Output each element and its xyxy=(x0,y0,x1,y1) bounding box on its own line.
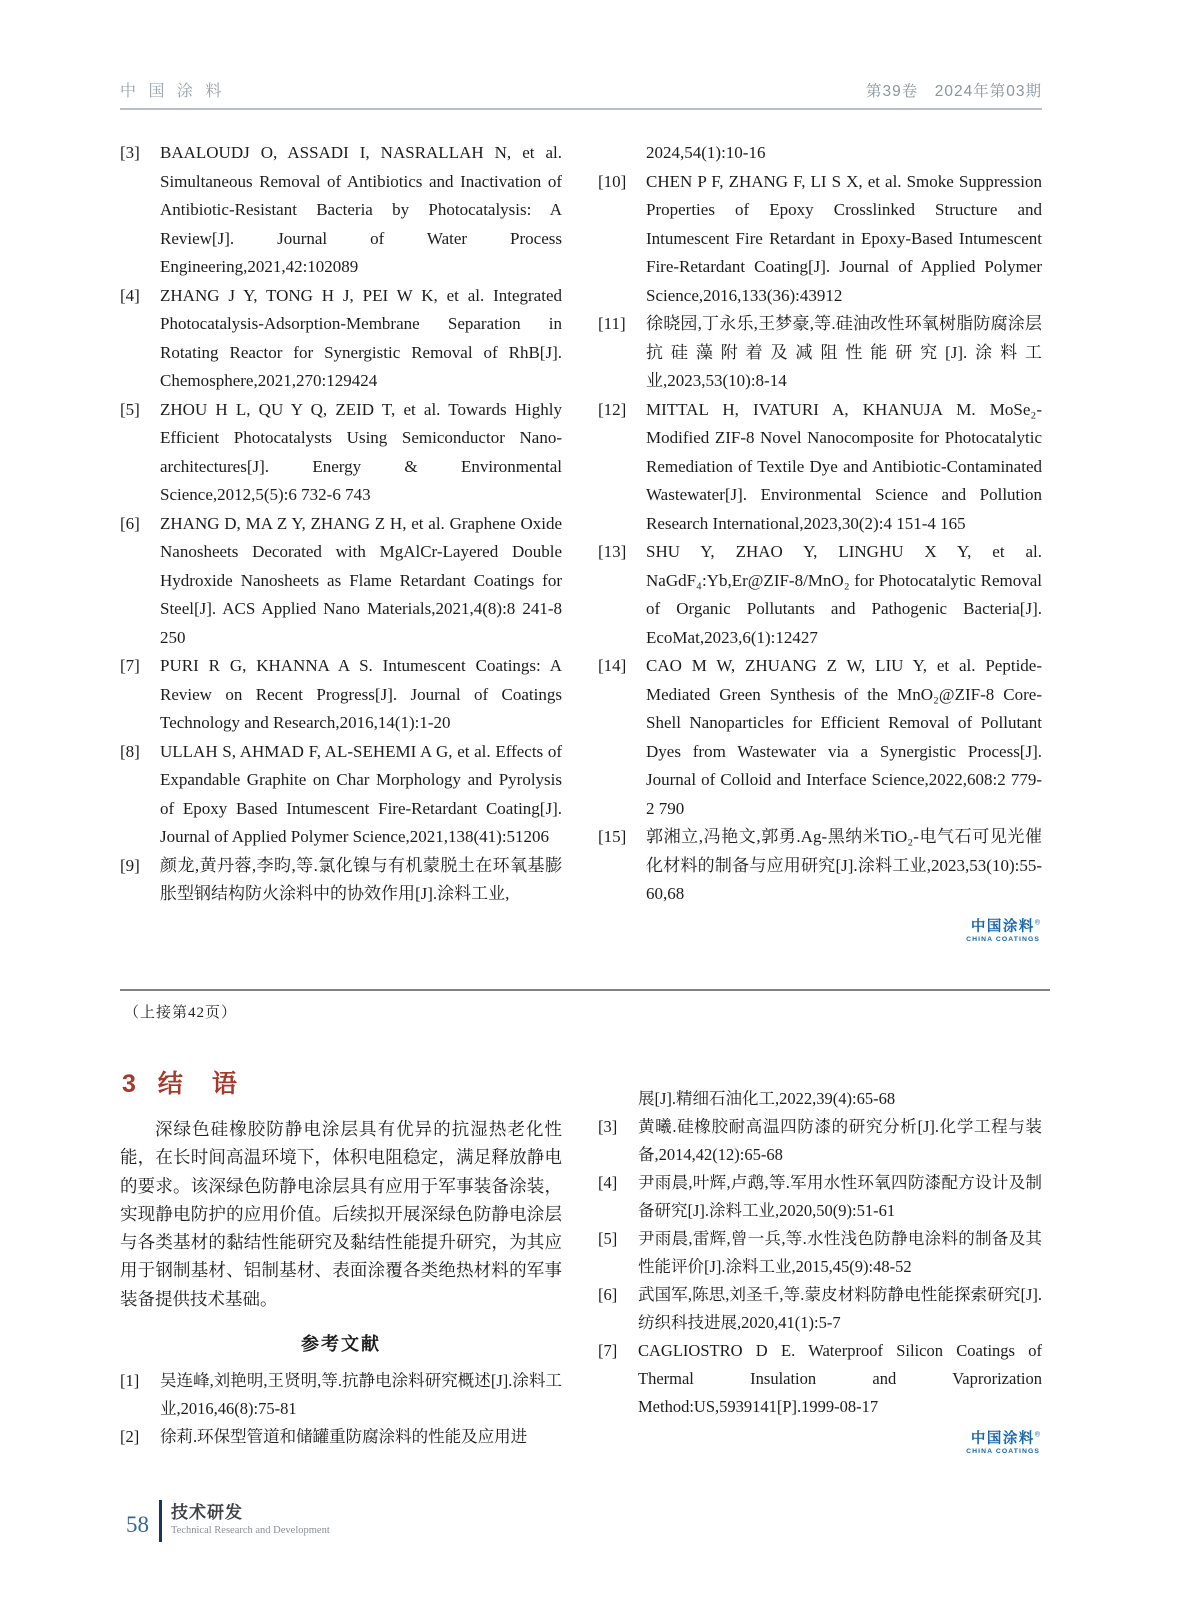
reference-entry xyxy=(120,396,562,510)
footer-section-chinese: 技术研发 xyxy=(171,1503,243,1523)
registered-mark: ® xyxy=(1034,919,1040,927)
section-title: 结 语 xyxy=(157,1070,239,1098)
reference-label: [12] xyxy=(598,399,627,419)
footer-divider-bar xyxy=(159,1500,162,1542)
reference-entry xyxy=(120,1367,562,1423)
reference-entry xyxy=(120,510,562,653)
page-footer xyxy=(126,1500,330,1542)
bottom-left-column xyxy=(120,1066,562,1456)
volume-issue: 第39卷 2024年第03期 xyxy=(866,83,1042,100)
reference-entry xyxy=(598,396,1042,539)
reference-label: [13] xyxy=(598,542,627,561)
logo-chinese-text: 中国涂料® xyxy=(970,1431,1040,1447)
reference-entry xyxy=(598,1281,1042,1337)
china-coatings-logo xyxy=(598,919,1040,944)
reference-label: [8] xyxy=(120,741,140,761)
reference-text: 徐莉.环保型管道和储罐重防腐涂料的性能及应用进 xyxy=(160,1427,528,1447)
reference-entry xyxy=(598,1085,1042,1113)
reference-text: 黄曦.硅橡胶耐高温四防漆的研究分析[J].化学工程与装备,2014,42(12):65-68 xyxy=(638,1117,1042,1164)
reference-text: 展[J].精细石油化工,2022,39(4):65-68 xyxy=(638,1089,896,1108)
reference-label: [4] xyxy=(598,1173,618,1192)
bottom-references-left-list xyxy=(120,1367,562,1451)
reference-label: [1] xyxy=(120,1371,140,1391)
journal-name: 中 国 涂 料 xyxy=(120,83,226,100)
logo-english-text: CHINA COATINGS xyxy=(966,1448,1040,1455)
reference-label: [6] xyxy=(120,513,140,533)
reference-text: 颜龙,黄丹蓉,李昀,等.氯化镍与有机蒙脱土在环氧基膨胀型钢结构防火涂料中的协效作用[J].涂料工业, xyxy=(160,855,562,903)
reference-text: 郭湘立,冯艳文,郭勇.Ag-黑纳米TiO₂-电气石可见光催化材料的制备与应用研究[J].涂料工业,2023,53(10):55-60,68 xyxy=(646,827,1042,903)
reference-label: [3] xyxy=(120,143,140,162)
reference-label: [5] xyxy=(598,1229,618,1248)
reference-label: [3] xyxy=(598,1117,618,1136)
top-references-right-list xyxy=(598,139,1042,909)
references-heading: 参考文献 xyxy=(301,1334,381,1355)
footer-section-english: Technical Research and Development xyxy=(171,1524,330,1536)
reference-text: CAGLIOSTRO D E. Waterproof Silicon Coatings of Thermal Insulation and Vaprorization Method:US,5939141[P].1999-08-17 xyxy=(638,1341,1042,1416)
reference-label: [7] xyxy=(598,1341,618,1360)
reference-text: ULLAH S, AHMAD F, AL-SEHEMI A G, et al. Effects of Expandable Graphite on Char Morphology and Pyrolysis of Epoxy Based Intumescent Fire-Retardant Coating[J]. Journal of Applied Polymer Science,2021,138(41):51206 xyxy=(160,741,562,846)
reference-text: 徐晓园,丁永乐,王梦豪,等.硅油改性环氧树脂防腐涂层抗硅藻附着及减阻性能研究[J].涂料工业,2023,53(10):8-14 xyxy=(646,314,1042,390)
reference-label: [10] xyxy=(598,171,627,191)
registered-mark: ® xyxy=(1034,1431,1040,1439)
reference-entry xyxy=(120,282,562,396)
reference-text: MITTAL H, IVATURI A, KHANUJA M. MoSe₂-Modified ZIF-8 Novel Nanocomposite for Photocatalytic Remediation of Textile Dye and Antibiotic-Contaminated Wastewater[J]. Environmental Science and Pollution Research International,2023,30(2):4 151-4 165 xyxy=(646,399,1042,533)
china-coatings-logo xyxy=(598,1431,1040,1456)
reference-entry xyxy=(598,168,1042,311)
reference-text: CHEN P F, ZHANG F, LI S X, et al. Smoke Suppression Properties of Epoxy Crosslinked Structure and Intumescent Fire Retardant in Epoxy-Based Intumescent Fire-Retardant Coating[J]. Journal of Applied Polymer Science,2016,133(36):43912 xyxy=(646,171,1042,305)
reference-text: 尹雨晨,雷辉,曾一兵,等.水性浅色防静电涂料的制备及其性能评价[J].涂料工业,2015,45(9):48-52 xyxy=(638,1229,1042,1276)
reference-entry xyxy=(598,1113,1042,1169)
conclusion-body: 深绿色硅橡胶防静电涂层具有优异的抗湿热老化性能，在长时间高温环境下，体积电阻稳定，满足释放静电的要求。该深绿色防静电涂层具有应用于军事装备涂装，实现静电防护的应用价值。后续拟开展深绿色防静电涂层与各类基材的黏结性能研究及黏结性能提升研究，为其应用于钢制基材、铝制基材、表面涂覆各类绝热材料的军事装备提供技术基础。 xyxy=(120,1119,562,1309)
bottom-references-right-list xyxy=(598,1085,1042,1421)
reference-entry xyxy=(120,852,562,909)
logo-english-text: CHINA COATINGS xyxy=(966,935,1040,943)
reference-text: SHU Y, ZHAO Y, LINGHU X Y, et al. NaGdF₄:Yb,Er@ZIF-8/MnO₂ for Photocatalytic Removal of Organic Pollutants and Pathogenic Bacteria[J]. EcoMat,2023,6(1):12427 xyxy=(646,542,1042,647)
reference-entry xyxy=(598,1337,1042,1421)
reference-text: 武国军,陈思,刘圣千,等.蒙皮材料防静电性能探索研究[J].纺织科技进展,2020,41(1):5-7 xyxy=(638,1285,1042,1332)
reference-entry xyxy=(598,538,1042,652)
section-divider-line xyxy=(120,989,1050,991)
reference-label: [11] xyxy=(598,314,626,333)
reference-text: BAALOUDJ O, ASSADI I, NASRALLAH N, et al. Simultaneous Removal of Antibiotics and Inactivation of Antibiotic-Resistant Bacteria by Photocatalysis: A Review[J]. Journal of Water Process Engineering,2021,42:102089 xyxy=(160,143,562,276)
reference-entry xyxy=(598,1225,1042,1281)
reference-entry xyxy=(120,652,562,738)
reference-label: [9] xyxy=(120,855,140,875)
reference-text: CAO M W, ZHUANG Z W, LIU Y, et al. Peptide-Mediated Green Synthesis of the MnO₂@ZIF-8 Core-Shell Nanoparticles for Efficient Removal of Pollutant Dyes from Wastewater via a Synergistic Process[J]. Journal of Colloid and Interface Science,2022,608:2 779-2 790 xyxy=(646,656,1042,818)
reference-entry xyxy=(598,1169,1042,1225)
bottom-section xyxy=(120,1066,1042,1456)
page-header xyxy=(120,78,1042,110)
bottom-right-column xyxy=(598,1066,1042,1456)
reference-label: [4] xyxy=(120,285,140,305)
reference-entry xyxy=(120,738,562,852)
reference-label: [7] xyxy=(120,656,140,675)
reference-text: ZHANG D, MA Z Y, ZHANG Z H, et al. Graphene Oxide Nanosheets Decorated with MgAlCr-Layered Double Hydroxide Nanosheets as Flame Retardant Coatings for Steel[J]. ACS Applied Nano Materials,2021,4(8):8 241-8 250 xyxy=(160,513,562,647)
section-number: 3 xyxy=(122,1070,136,1098)
reference-label: [14] xyxy=(598,656,627,675)
footer-section-block xyxy=(171,1503,330,1538)
top-references-left-column xyxy=(120,139,562,943)
reference-text: ZHOU H L, QU Y Q, ZEID T, et al. Towards Highly Efficient Photocatalysts Using Semiconductor Nano-architectures[J]. Energy & Environmental Science,2012,5(5):6 732-6 743 xyxy=(160,399,562,504)
reference-label: [2] xyxy=(120,1427,140,1447)
reference-label xyxy=(598,139,646,168)
reference-entry xyxy=(120,139,562,282)
reference-text: 2024,54(1):10-16 xyxy=(646,143,766,162)
page-number: 58 xyxy=(126,1512,149,1537)
reference-entry xyxy=(598,652,1042,823)
reference-text: PURI R G, KHANNA A S. Intumescent Coatings: A Review on Recent Progress[J]. Journal of Coatings Technology and Research,2016,14(1):1-20 xyxy=(160,656,562,732)
reference-entry xyxy=(120,1423,562,1451)
top-references-right-column xyxy=(598,139,1042,943)
reference-entry xyxy=(598,139,1042,168)
continuation-note: （上接第42页） xyxy=(124,1005,238,1021)
reference-text: 吴连峰,刘艳明,王贤明,等.抗静电涂料研究概述[J].涂料工业,2016,46(8):75-81 xyxy=(160,1371,562,1419)
conclusion-heading xyxy=(122,1072,562,1097)
reference-entry xyxy=(598,823,1042,909)
logo-chinese-text: 中国涂料® xyxy=(970,918,1040,935)
reference-entry xyxy=(598,310,1042,396)
reference-text: ZHANG J Y, TONG H J, PEI W K, et al. Integrated Photocatalysis-Adsorption-Membrane Separation in Rotating Reactor for Synergistic Removal of RhB[J]. Chemosphere,2021,270:129424 xyxy=(160,285,562,390)
reference-text: 尹雨晨,叶辉,卢鹉,等.军用水性环氧四防漆配方设计及制备研究[J].涂料工业,2020,50(9):51-61 xyxy=(638,1173,1042,1220)
top-references-section xyxy=(120,139,1042,943)
reference-label xyxy=(598,1085,638,1113)
reference-label: [6] xyxy=(598,1285,618,1304)
reference-label: [15] xyxy=(598,827,627,846)
reference-label: [5] xyxy=(120,399,140,419)
